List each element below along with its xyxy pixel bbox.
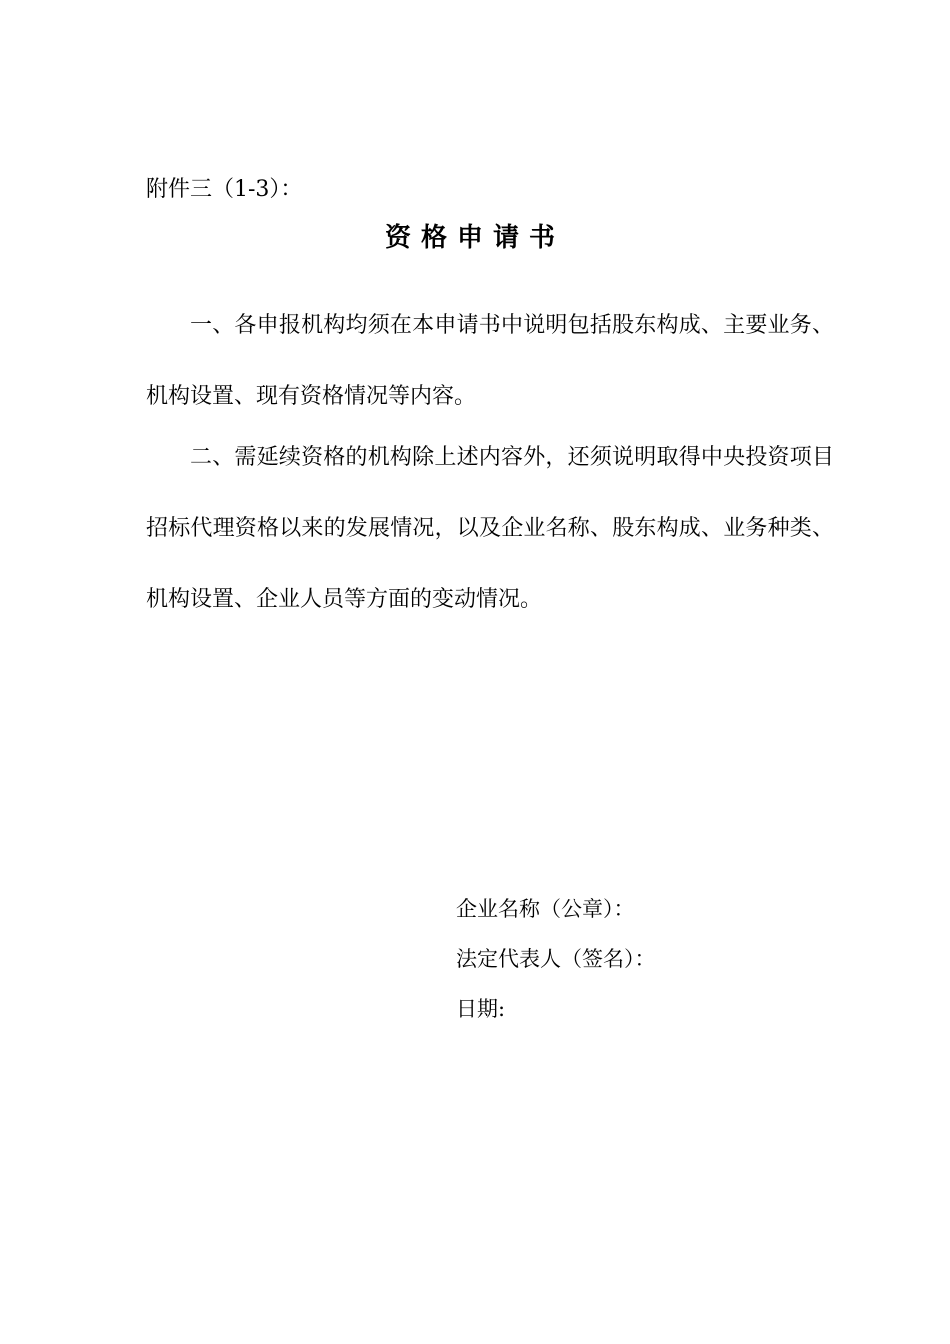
- legal-representative-label: 法定代表人（签名）：: [456, 947, 656, 971]
- paragraph-2: 二、需延续资格的机构除上述内容外，还须说明取得中央投资项目招标代理资格以来的发展情况，以及企业名称、股东构成、业务种类、机构设置、企业人员等方面的变动情况。: [146, 445, 834, 612]
- company-name-label: 企业名称（公章）：: [456, 897, 635, 921]
- paragraph-1: 一、各申报机构均须在本申请书中说明包括股东构成、主要业务、机构设置、现有资格情况等内容。: [146, 313, 834, 409]
- attachment-label: 附件三（1-3）：: [146, 177, 303, 202]
- document-body: [146, 290, 834, 635]
- document-title: 资格申请书: [384, 223, 565, 253]
- signature-block: [456, 884, 656, 1034]
- date-label: 日期:: [456, 997, 506, 1021]
